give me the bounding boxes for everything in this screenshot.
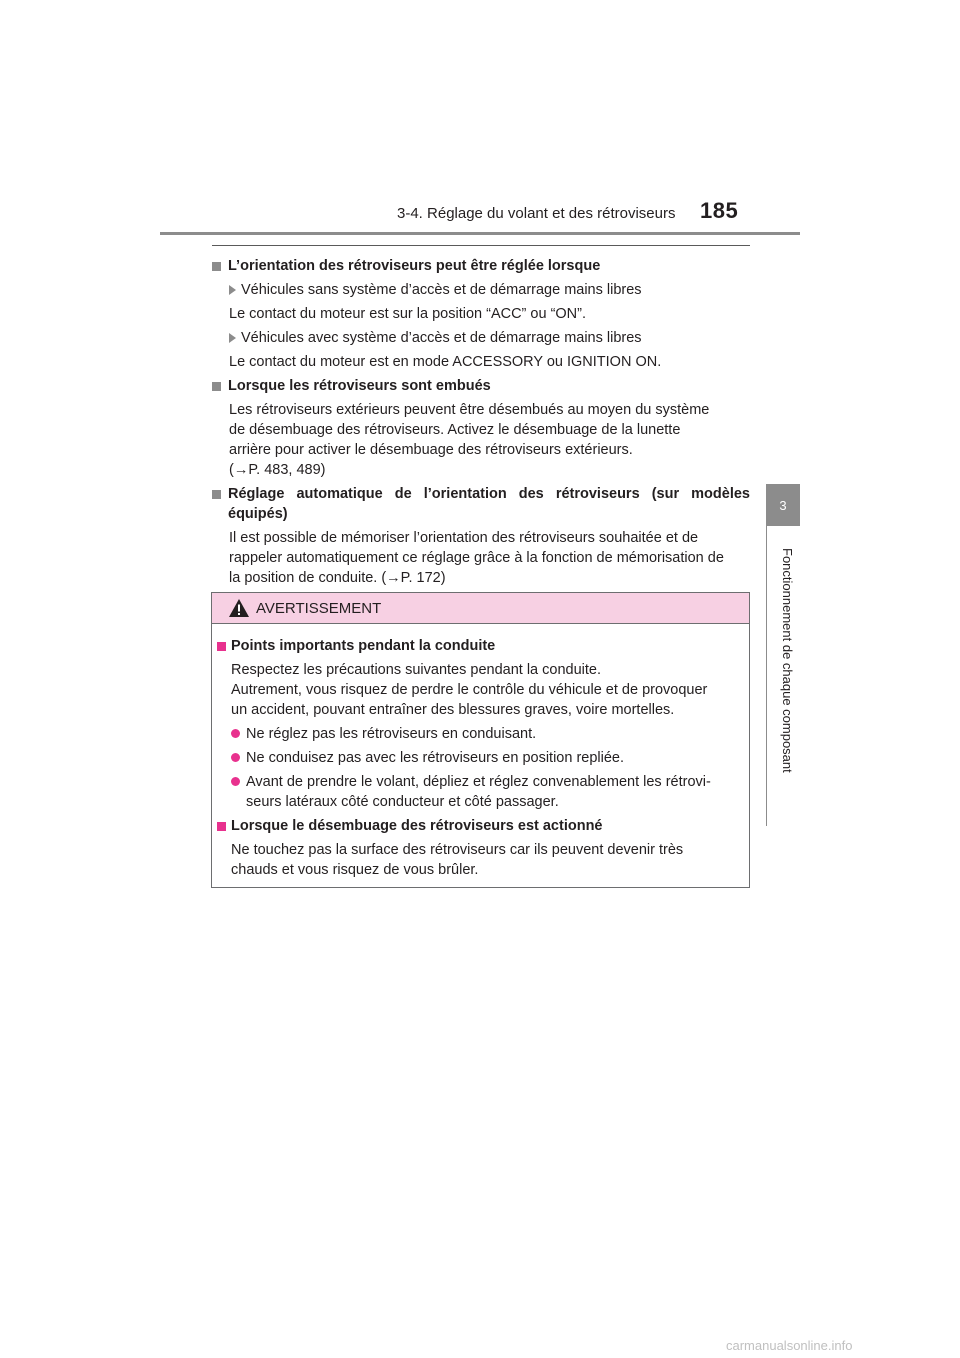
watermark: carmanualsonline.info <box>726 1338 853 1353</box>
square-bullet-icon <box>217 822 226 831</box>
warning-body <box>212 624 749 880</box>
circle-bullet-icon <box>231 729 240 738</box>
main-content <box>212 256 750 592</box>
automatique-text: Il est possible de mémoriser l’orientation des rétroviseurs souhaitée et de rappeler automatiquement ce réglage grâce à la fonction de mémorisation de la position de conduite. (→P. 172) <box>229 530 724 586</box>
warning-section-1-text: Respectez les précautions suivantes pendant la conduite. Autrement, vous risquez de perdre le contrôle du véhicule et de provoquer un accident, pouvant entraîner des blessures graves, voire mortelles. <box>231 662 708 718</box>
content-rule <box>212 245 750 246</box>
orientation-item-1: Véhicules sans système d’accès et de démarrage mains libres <box>212 280 750 300</box>
embues-text: Les rétroviseurs extérieurs peuvent être désembués au moyen du système de désembuage des rétroviseurs. Activez le désembuage de la lunette arrière pour activer le désembuage des rétroviseurs extérieurs. (→P. 483, 489) <box>229 402 710 478</box>
square-bullet-icon <box>217 642 226 651</box>
orientation-item-2-text: Le contact du moteur est en mode ACCESSORY ou IGNITION ON. <box>229 354 662 370</box>
chapter-tab <box>766 484 800 526</box>
section-title: 3-4. Réglage du volant et des rétroviseurs <box>397 205 676 222</box>
header-rule <box>160 232 800 235</box>
square-bullet-icon <box>212 382 221 391</box>
warning-section-2-heading: Lorsque le désembuage des rétroviseurs est actionné <box>217 816 740 836</box>
warning-bullet-2: Ne conduisez pas avec les rétroviseurs en position repliée. <box>217 748 740 768</box>
embues-heading: Lorsque les rétroviseurs sont embués <box>212 376 750 396</box>
orientation-item-2: Véhicules avec système d’accès et de démarrage mains libres <box>212 328 750 348</box>
chapter-label: Fonctionnement de chaque composant <box>780 548 795 773</box>
warning-title: AVERTISSEMENT <box>256 599 382 617</box>
warning-triangle-icon <box>228 598 250 618</box>
warning-bullet-3: Avant de prendre le volant, dépliez et réglez convenablement les rétrovi- seurs latéraux côté conducteur et côté passager. <box>217 772 740 812</box>
orientation-heading: L’orientation des rétroviseurs peut être réglée lorsque <box>212 256 750 276</box>
side-divider <box>766 526 767 826</box>
circle-bullet-icon <box>231 753 240 762</box>
circle-bullet-icon <box>231 777 240 786</box>
triangle-bullet-icon <box>229 333 236 343</box>
chapter-number: 3 <box>779 497 787 513</box>
automatique-heading: Réglage automatique de l’orientation des rétroviseurs (sur modèles équipés) <box>212 484 750 524</box>
page-number: 185 <box>700 198 739 223</box>
triangle-bullet-icon <box>229 285 236 295</box>
warning-section-1-heading: Points importants pendant la conduite <box>217 636 740 656</box>
warning-bullet-1: Ne réglez pas les rétroviseurs en conduisant. <box>217 724 740 744</box>
square-bullet-icon <box>212 490 221 499</box>
warning-section-2-text: Ne touchez pas la surface des rétroviseurs car ils peuvent devenir très chauds et vous risquez de vous brûler. <box>231 842 684 878</box>
square-bullet-icon <box>212 262 221 271</box>
warning-header <box>212 593 749 624</box>
warning-box <box>211 592 750 888</box>
orientation-item-1-text: Le contact du moteur est sur la position “ACC” ou “ON”. <box>229 306 587 322</box>
